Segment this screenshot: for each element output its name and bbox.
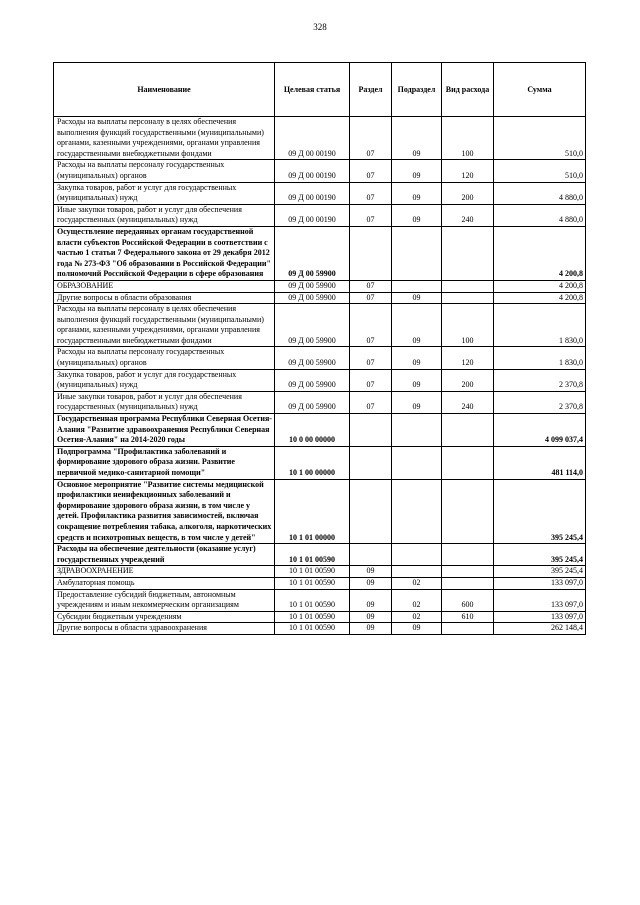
table-row <box>54 544 586 566</box>
cell-target: 10 1 01 00000 <box>275 479 350 544</box>
table-header-row <box>54 63 586 117</box>
cell-subsection: 02 <box>392 611 442 623</box>
cell-target: 10 1 01 00590 <box>275 577 350 589</box>
cell-target: 09 Д 00 59900 <box>275 391 350 413</box>
cell-expense-type <box>442 566 494 578</box>
table-row <box>54 304 586 347</box>
table-row <box>54 566 586 578</box>
table-row <box>54 479 586 544</box>
cell-subsection: 09 <box>392 117 442 160</box>
cell-target: 10 1 01 00590 <box>275 589 350 611</box>
cell-section: 07 <box>350 304 392 347</box>
cell-amount: 262 148,4 <box>494 623 586 635</box>
cell-subsection <box>392 566 442 578</box>
cell-section: 07 <box>350 117 392 160</box>
cell-name: Расходы на выплаты персоналу государственных (муниципальных) органов <box>54 160 275 182</box>
cell-target: 09 Д 00 59900 <box>275 304 350 347</box>
cell-amount: 481 114,0 <box>494 446 586 479</box>
cell-target: 09 Д 00 59900 <box>275 280 350 292</box>
cell-expense-type: 600 <box>442 589 494 611</box>
cell-section: 07 <box>350 204 392 226</box>
cell-amount: 4 200,8 <box>494 226 586 280</box>
cell-target: 10 1 01 00590 <box>275 566 350 578</box>
cell-name: Расходы на выплаты персоналу в целях обеспечения выполнения функций государственными (муниципальными) органами, казенными учреждениями, органами управления государственными внебюджетными фондами <box>54 304 275 347</box>
cell-expense-type <box>442 414 494 447</box>
cell-target: 09 Д 00 00190 <box>275 117 350 160</box>
cell-amount: 1 830,0 <box>494 304 586 347</box>
cell-section: 09 <box>350 611 392 623</box>
cell-section: 09 <box>350 566 392 578</box>
cell-subsection: 09 <box>392 304 442 347</box>
cell-subsection: 09 <box>392 347 442 369</box>
cell-expense-type <box>442 292 494 304</box>
cell-expense-type: 100 <box>442 304 494 347</box>
table-row <box>54 117 586 160</box>
cell-expense-type <box>442 544 494 566</box>
cell-amount: 510,0 <box>494 160 586 182</box>
cell-target: 10 1 01 00590 <box>275 623 350 635</box>
cell-subsection <box>392 280 442 292</box>
cell-target: 10 1 01 00590 <box>275 611 350 623</box>
cell-amount: 4 200,8 <box>494 292 586 304</box>
cell-expense-type: 240 <box>442 391 494 413</box>
cell-name: Подпрограмма "Профилактика заболеваний и формирование здорового образа жизни. Развитие первичной медико-санитарной помощи" <box>54 446 275 479</box>
cell-subsection: 09 <box>392 623 442 635</box>
cell-amount: 133 097,0 <box>494 577 586 589</box>
cell-amount: 2 370,8 <box>494 391 586 413</box>
cell-subsection: 09 <box>392 292 442 304</box>
cell-expense-type: 120 <box>442 160 494 182</box>
cell-amount: 395 245,4 <box>494 566 586 578</box>
table-row <box>54 446 586 479</box>
cell-amount: 4 200,8 <box>494 280 586 292</box>
cell-subsection <box>392 414 442 447</box>
cell-amount: 510,0 <box>494 117 586 160</box>
cell-section <box>350 226 392 280</box>
cell-name: Другие вопросы в области здравоохранения <box>54 623 275 635</box>
cell-name: Расходы на выплаты персоналу государственных (муниципальных) органов <box>54 347 275 369</box>
table-row <box>54 589 586 611</box>
cell-name: Закупка товаров, работ и услуг для государственных (муниципальных) нужд <box>54 182 275 204</box>
table-row <box>54 347 586 369</box>
header-target: Целевая статья <box>275 63 350 117</box>
cell-target: 10 1 00 00000 <box>275 446 350 479</box>
header-amount: Сумма <box>494 63 586 117</box>
cell-subsection: 09 <box>392 204 442 226</box>
cell-expense-type <box>442 280 494 292</box>
cell-target: 09 Д 00 59900 <box>275 369 350 391</box>
table-row <box>54 226 586 280</box>
page-number: 328 <box>313 22 327 32</box>
cell-section: 07 <box>350 292 392 304</box>
cell-subsection: 02 <box>392 589 442 611</box>
cell-name: Предоставление субсидий бюджетным, автономным учреждениям и иным некоммерческим организациям <box>54 589 275 611</box>
cell-expense-type: 120 <box>442 347 494 369</box>
cell-subsection: 09 <box>392 182 442 204</box>
cell-amount: 4 880,0 <box>494 204 586 226</box>
cell-section <box>350 544 392 566</box>
cell-section: 07 <box>350 391 392 413</box>
cell-name: Закупка товаров, работ и услуг для государственных (муниципальных) нужд <box>54 369 275 391</box>
cell-target: 09 Д 00 59900 <box>275 347 350 369</box>
cell-target: 09 Д 00 00190 <box>275 182 350 204</box>
cell-section: 09 <box>350 589 392 611</box>
cell-section: 07 <box>350 280 392 292</box>
cell-section: 09 <box>350 623 392 635</box>
cell-name: ЗДРАВООХРАНЕНИЕ <box>54 566 275 578</box>
table-row <box>54 623 586 635</box>
cell-subsection <box>392 226 442 280</box>
header-section: Раздел <box>350 63 392 117</box>
cell-name: Основное мероприятие "Развитие системы медицинской профилактики неинфекционных заболеваний и формирование здорового образа жизни, в том числе у детей. Профилактика развития зависимостей, включая сокращение потребления табака, алкоголя, наркотических средств и психотропных веществ, в том числе у детей" <box>54 479 275 544</box>
cell-subsection: 09 <box>392 160 442 182</box>
cell-amount: 2 370,8 <box>494 369 586 391</box>
cell-name: Иные закупки товаров, работ и услуг для обеспечения государственных (муниципальных) нужд <box>54 204 275 226</box>
cell-target: 09 Д 00 00190 <box>275 160 350 182</box>
cell-amount: 133 097,0 <box>494 611 586 623</box>
table-row <box>54 414 586 447</box>
cell-subsection: 09 <box>392 369 442 391</box>
cell-section: 07 <box>350 182 392 204</box>
table-row <box>54 611 586 623</box>
cell-section <box>350 446 392 479</box>
table-row <box>54 182 586 204</box>
cell-subsection <box>392 479 442 544</box>
cell-subsection: 09 <box>392 391 442 413</box>
header-subsection: Подраздел <box>392 63 442 117</box>
table-row <box>54 391 586 413</box>
cell-expense-type <box>442 446 494 479</box>
cell-section: 07 <box>350 160 392 182</box>
cell-name: Иные закупки товаров, работ и услуг для обеспечения государственных (муниципальных) нужд <box>54 391 275 413</box>
cell-section: 07 <box>350 369 392 391</box>
header-name: Наименование <box>54 63 275 117</box>
table-row <box>54 160 586 182</box>
cell-target: 10 0 00 00000 <box>275 414 350 447</box>
cell-section: 09 <box>350 577 392 589</box>
cell-amount: 1 830,0 <box>494 347 586 369</box>
cell-section <box>350 414 392 447</box>
cell-expense-type: 100 <box>442 117 494 160</box>
cell-section: 07 <box>350 347 392 369</box>
cell-amount: 4 880,0 <box>494 182 586 204</box>
cell-name: Расходы на обеспечение деятельности (оказание услуг) государственных учреждений <box>54 544 275 566</box>
cell-name: Субсидии бюджетным учреждениям <box>54 611 275 623</box>
cell-expense-type <box>442 623 494 635</box>
cell-expense-type <box>442 577 494 589</box>
cell-name: Другие вопросы в области образования <box>54 292 275 304</box>
table-row <box>54 292 586 304</box>
cell-subsection <box>392 446 442 479</box>
cell-name: ОБРАЗОВАНИЕ <box>54 280 275 292</box>
cell-expense-type: 200 <box>442 369 494 391</box>
cell-expense-type: 610 <box>442 611 494 623</box>
cell-target: 10 1 01 00590 <box>275 544 350 566</box>
cell-amount: 395 245,4 <box>494 544 586 566</box>
cell-target: 09 Д 00 00190 <box>275 204 350 226</box>
cell-target: 09 Д 00 59900 <box>275 292 350 304</box>
table-row <box>54 577 586 589</box>
table-row <box>54 280 586 292</box>
cell-subsection <box>392 544 442 566</box>
cell-target: 09 Д 00 59900 <box>275 226 350 280</box>
header-expense-type: Вид расхода <box>442 63 494 117</box>
cell-expense-type <box>442 226 494 280</box>
cell-name: Осуществление переданных органам государственной власти субъектов Российской Федерации в соответствии с частью 1 статьи 7 Федерального закона от 29 декабря 2012 года № 273-ФЗ "Об образовании в Российской Федерации" полномочий Российской Федерации в сфере образования <box>54 226 275 280</box>
cell-amount: 4 099 037,4 <box>494 414 586 447</box>
cell-expense-type: 240 <box>442 204 494 226</box>
cell-name: Расходы на выплаты персоналу в целях обеспечения выполнения функций государственными (муниципальными) органами, казенными учреждениями, органами управления государственными внебюджетными фондами <box>54 117 275 160</box>
cell-amount: 133 097,0 <box>494 589 586 611</box>
cell-amount: 395 245,4 <box>494 479 586 544</box>
cell-name: Амбулаторная помощь <box>54 577 275 589</box>
table-row <box>54 204 586 226</box>
budget-table <box>53 62 586 635</box>
cell-expense-type: 200 <box>442 182 494 204</box>
cell-name: Государственная программа Республики Северная Осетия-Алания "Развитие здравоохранения Республики Северная Осетия-Алания" на 2014-2020 годы <box>54 414 275 447</box>
table-row <box>54 369 586 391</box>
cell-section <box>350 479 392 544</box>
cell-subsection: 02 <box>392 577 442 589</box>
cell-expense-type <box>442 479 494 544</box>
